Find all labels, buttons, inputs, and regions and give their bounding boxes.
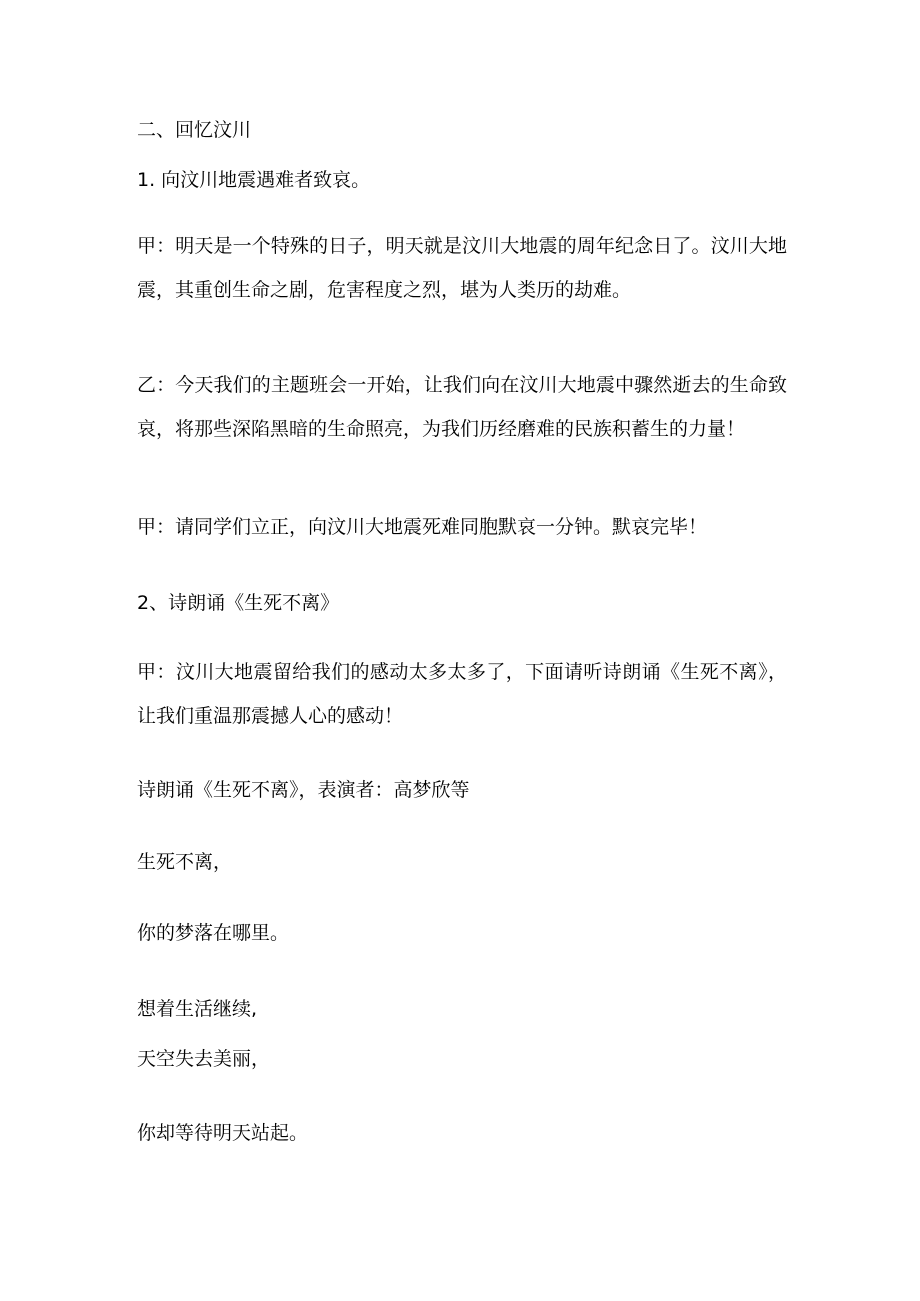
performers-line: 诗朗诵《生死不离》，表演者：高梦欣等 bbox=[137, 779, 470, 801]
item-2-heading: 2、诗朗诵《生死不离》 bbox=[137, 592, 340, 614]
poem-line: 天空失去美丽， bbox=[137, 1048, 271, 1070]
poem-line: 你的梦落在哪里。 bbox=[137, 922, 290, 944]
poem-line: 生死不离， bbox=[137, 851, 233, 873]
poem-line: 你却等待明天站起。 bbox=[137, 1122, 309, 1144]
paragraph-jia-silence: 甲：请同学们立正，向汶川大地震死难同胞默哀一分钟。默哀完毕！ bbox=[137, 516, 708, 538]
paragraph-jia-poem-intro: 甲：汶川大地震留给我们的感动太多太多了，下面请听诗朗诵《生死不离》，让我们重温那震撼人心的感动！ bbox=[137, 661, 787, 727]
paragraph-yi-mourning: 乙：今天我们的主题班会一开始，让我们向在汶川大地震中骤然逝去的生命致哀，将那些深陷黑暗的生命照亮，为我们历经磨难的民族积蓄生的力量！ bbox=[137, 374, 787, 440]
section-heading: 二、回忆汶川 bbox=[137, 119, 252, 141]
paragraph-jia-intro: 甲：明天是一个特殊的日子，明天就是汶川大地震的周年纪念日了。汶川大地震，其重创生命之剧，危害程度之烈，堪为人类历的劫难。 bbox=[137, 235, 787, 301]
item-1-heading: 1. 向汶川地震遇难者致哀。 bbox=[137, 169, 371, 191]
poem-line: 想着生活继续, bbox=[137, 998, 258, 1020]
